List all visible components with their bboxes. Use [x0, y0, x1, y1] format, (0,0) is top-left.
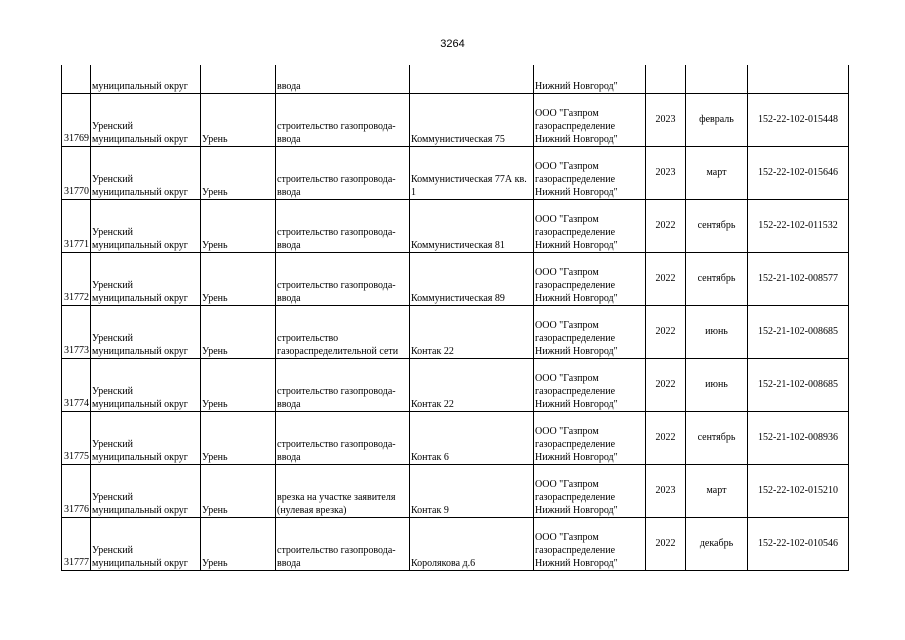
district-cell: Уренский муниципальный округ: [91, 93, 201, 146]
address-cell: Коммунистическая 77А кв. 1: [410, 146, 534, 199]
work-type-cell: строительство газопровода-ввода: [276, 199, 410, 252]
year-cell: 2022: [646, 411, 686, 464]
table-row: [62, 146, 849, 199]
address-cell: Контак 22: [410, 358, 534, 411]
organization-cell: ООО "Газпром газораспределение Нижний Новгород": [534, 358, 646, 411]
district-cell: муниципальный округ: [91, 65, 201, 93]
locality-cell: Урень: [201, 146, 276, 199]
year-cell: 2022: [646, 305, 686, 358]
organization-cell: ООО "Газпром газораспределение Нижний Новгород": [534, 93, 646, 146]
row-number-cell: 31773: [62, 305, 91, 358]
address-cell: [410, 65, 534, 93]
code-cell: 152-21-102-008577: [748, 252, 849, 305]
code-cell: 152-21-102-008936: [748, 411, 849, 464]
work-type-cell: строительство газораспределительной сети: [276, 305, 410, 358]
table-row: [62, 464, 849, 517]
district-cell: Уренский муниципальный округ: [91, 358, 201, 411]
table-row: [62, 305, 849, 358]
table-row: [62, 517, 849, 570]
work-type-cell: строительство газопровода-ввода: [276, 146, 410, 199]
address-cell: Контак 9: [410, 464, 534, 517]
registry-table: [61, 65, 849, 571]
month-cell: [686, 65, 748, 93]
registry-table-body: [62, 65, 849, 570]
year-cell: 2022: [646, 199, 686, 252]
locality-cell: [201, 65, 276, 93]
code-cell: 152-22-102-010546: [748, 517, 849, 570]
year-cell: 2023: [646, 93, 686, 146]
row-number-cell: 31770: [62, 146, 91, 199]
table-row: [62, 411, 849, 464]
locality-cell: Урень: [201, 93, 276, 146]
row-number-cell: [62, 65, 91, 93]
organization-cell: ООО "Газпром газораспределение Нижний Новгород": [534, 517, 646, 570]
code-cell: 152-22-102-015210: [748, 464, 849, 517]
table-row: [62, 65, 849, 93]
organization-cell: ООО "Газпром газораспределение Нижний Новгород": [534, 411, 646, 464]
code-cell: 152-21-102-008685: [748, 358, 849, 411]
month-cell: март: [686, 464, 748, 517]
locality-cell: Урень: [201, 305, 276, 358]
month-cell: июнь: [686, 358, 748, 411]
year-cell: 2022: [646, 358, 686, 411]
address-cell: Коммунистическая 75: [410, 93, 534, 146]
year-cell: 2023: [646, 464, 686, 517]
locality-cell: Урень: [201, 411, 276, 464]
work-type-cell: строительство газопровода-ввода: [276, 252, 410, 305]
work-type-cell: строительство газопровода-ввода: [276, 411, 410, 464]
address-cell: Контак 22: [410, 305, 534, 358]
month-cell: сентябрь: [686, 411, 748, 464]
district-cell: Уренский муниципальный округ: [91, 199, 201, 252]
district-cell: Уренский муниципальный округ: [91, 305, 201, 358]
code-cell: 152-22-102-015448: [748, 93, 849, 146]
organization-cell: Нижний Новгород": [534, 65, 646, 93]
row-number-cell: 31772: [62, 252, 91, 305]
code-cell: 152-22-102-015646: [748, 146, 849, 199]
district-cell: Уренский муниципальный округ: [91, 146, 201, 199]
page-number: 3264: [440, 38, 465, 50]
district-cell: Уренский муниципальный округ: [91, 252, 201, 305]
work-type-cell: строительство газопровода-ввода: [276, 517, 410, 570]
code-cell: 152-21-102-008685: [748, 305, 849, 358]
year-cell: [646, 65, 686, 93]
organization-cell: ООО "Газпром газораспределение Нижний Новгород": [534, 146, 646, 199]
district-cell: Уренский муниципальный округ: [91, 517, 201, 570]
work-type-cell: врезка на участке заявителя (нулевая врезка): [276, 464, 410, 517]
work-type-cell: строительство газопровода-ввода: [276, 358, 410, 411]
month-cell: февраль: [686, 93, 748, 146]
locality-cell: Урень: [201, 517, 276, 570]
locality-cell: Урень: [201, 358, 276, 411]
locality-cell: Урень: [201, 199, 276, 252]
month-cell: март: [686, 146, 748, 199]
district-cell: Уренский муниципальный округ: [91, 411, 201, 464]
code-cell: 152-22-102-011532: [748, 199, 849, 252]
district-cell: Уренский муниципальный округ: [91, 464, 201, 517]
row-number-cell: 31777: [62, 517, 91, 570]
table-row: [62, 252, 849, 305]
row-number-cell: 31769: [62, 93, 91, 146]
address-cell: Контак 6: [410, 411, 534, 464]
row-number-cell: 31771: [62, 199, 91, 252]
row-number-cell: 31774: [62, 358, 91, 411]
table-row: [62, 93, 849, 146]
year-cell: 2022: [646, 517, 686, 570]
address-cell: Коммунистическая 81: [410, 199, 534, 252]
address-cell: Коммунистическая 89: [410, 252, 534, 305]
table-row: [62, 358, 849, 411]
organization-cell: ООО "Газпром газораспределение Нижний Новгород": [534, 464, 646, 517]
year-cell: 2023: [646, 146, 686, 199]
month-cell: сентябрь: [686, 199, 748, 252]
locality-cell: Урень: [201, 252, 276, 305]
code-cell: [748, 65, 849, 93]
locality-cell: Урень: [201, 464, 276, 517]
row-number-cell: 31775: [62, 411, 91, 464]
month-cell: сентябрь: [686, 252, 748, 305]
work-type-cell: ввода: [276, 65, 410, 93]
month-cell: декабрь: [686, 517, 748, 570]
table-row: [62, 199, 849, 252]
row-number-cell: 31776: [62, 464, 91, 517]
month-cell: июнь: [686, 305, 748, 358]
organization-cell: ООО "Газпром газораспределение Нижний Новгород": [534, 199, 646, 252]
organization-cell: ООО "Газпром газораспределение Нижний Новгород": [534, 252, 646, 305]
organization-cell: ООО "Газпром газораспределение Нижний Новгород": [534, 305, 646, 358]
year-cell: 2022: [646, 252, 686, 305]
address-cell: Королякова д.6: [410, 517, 534, 570]
work-type-cell: строительство газопровода-ввода: [276, 93, 410, 146]
